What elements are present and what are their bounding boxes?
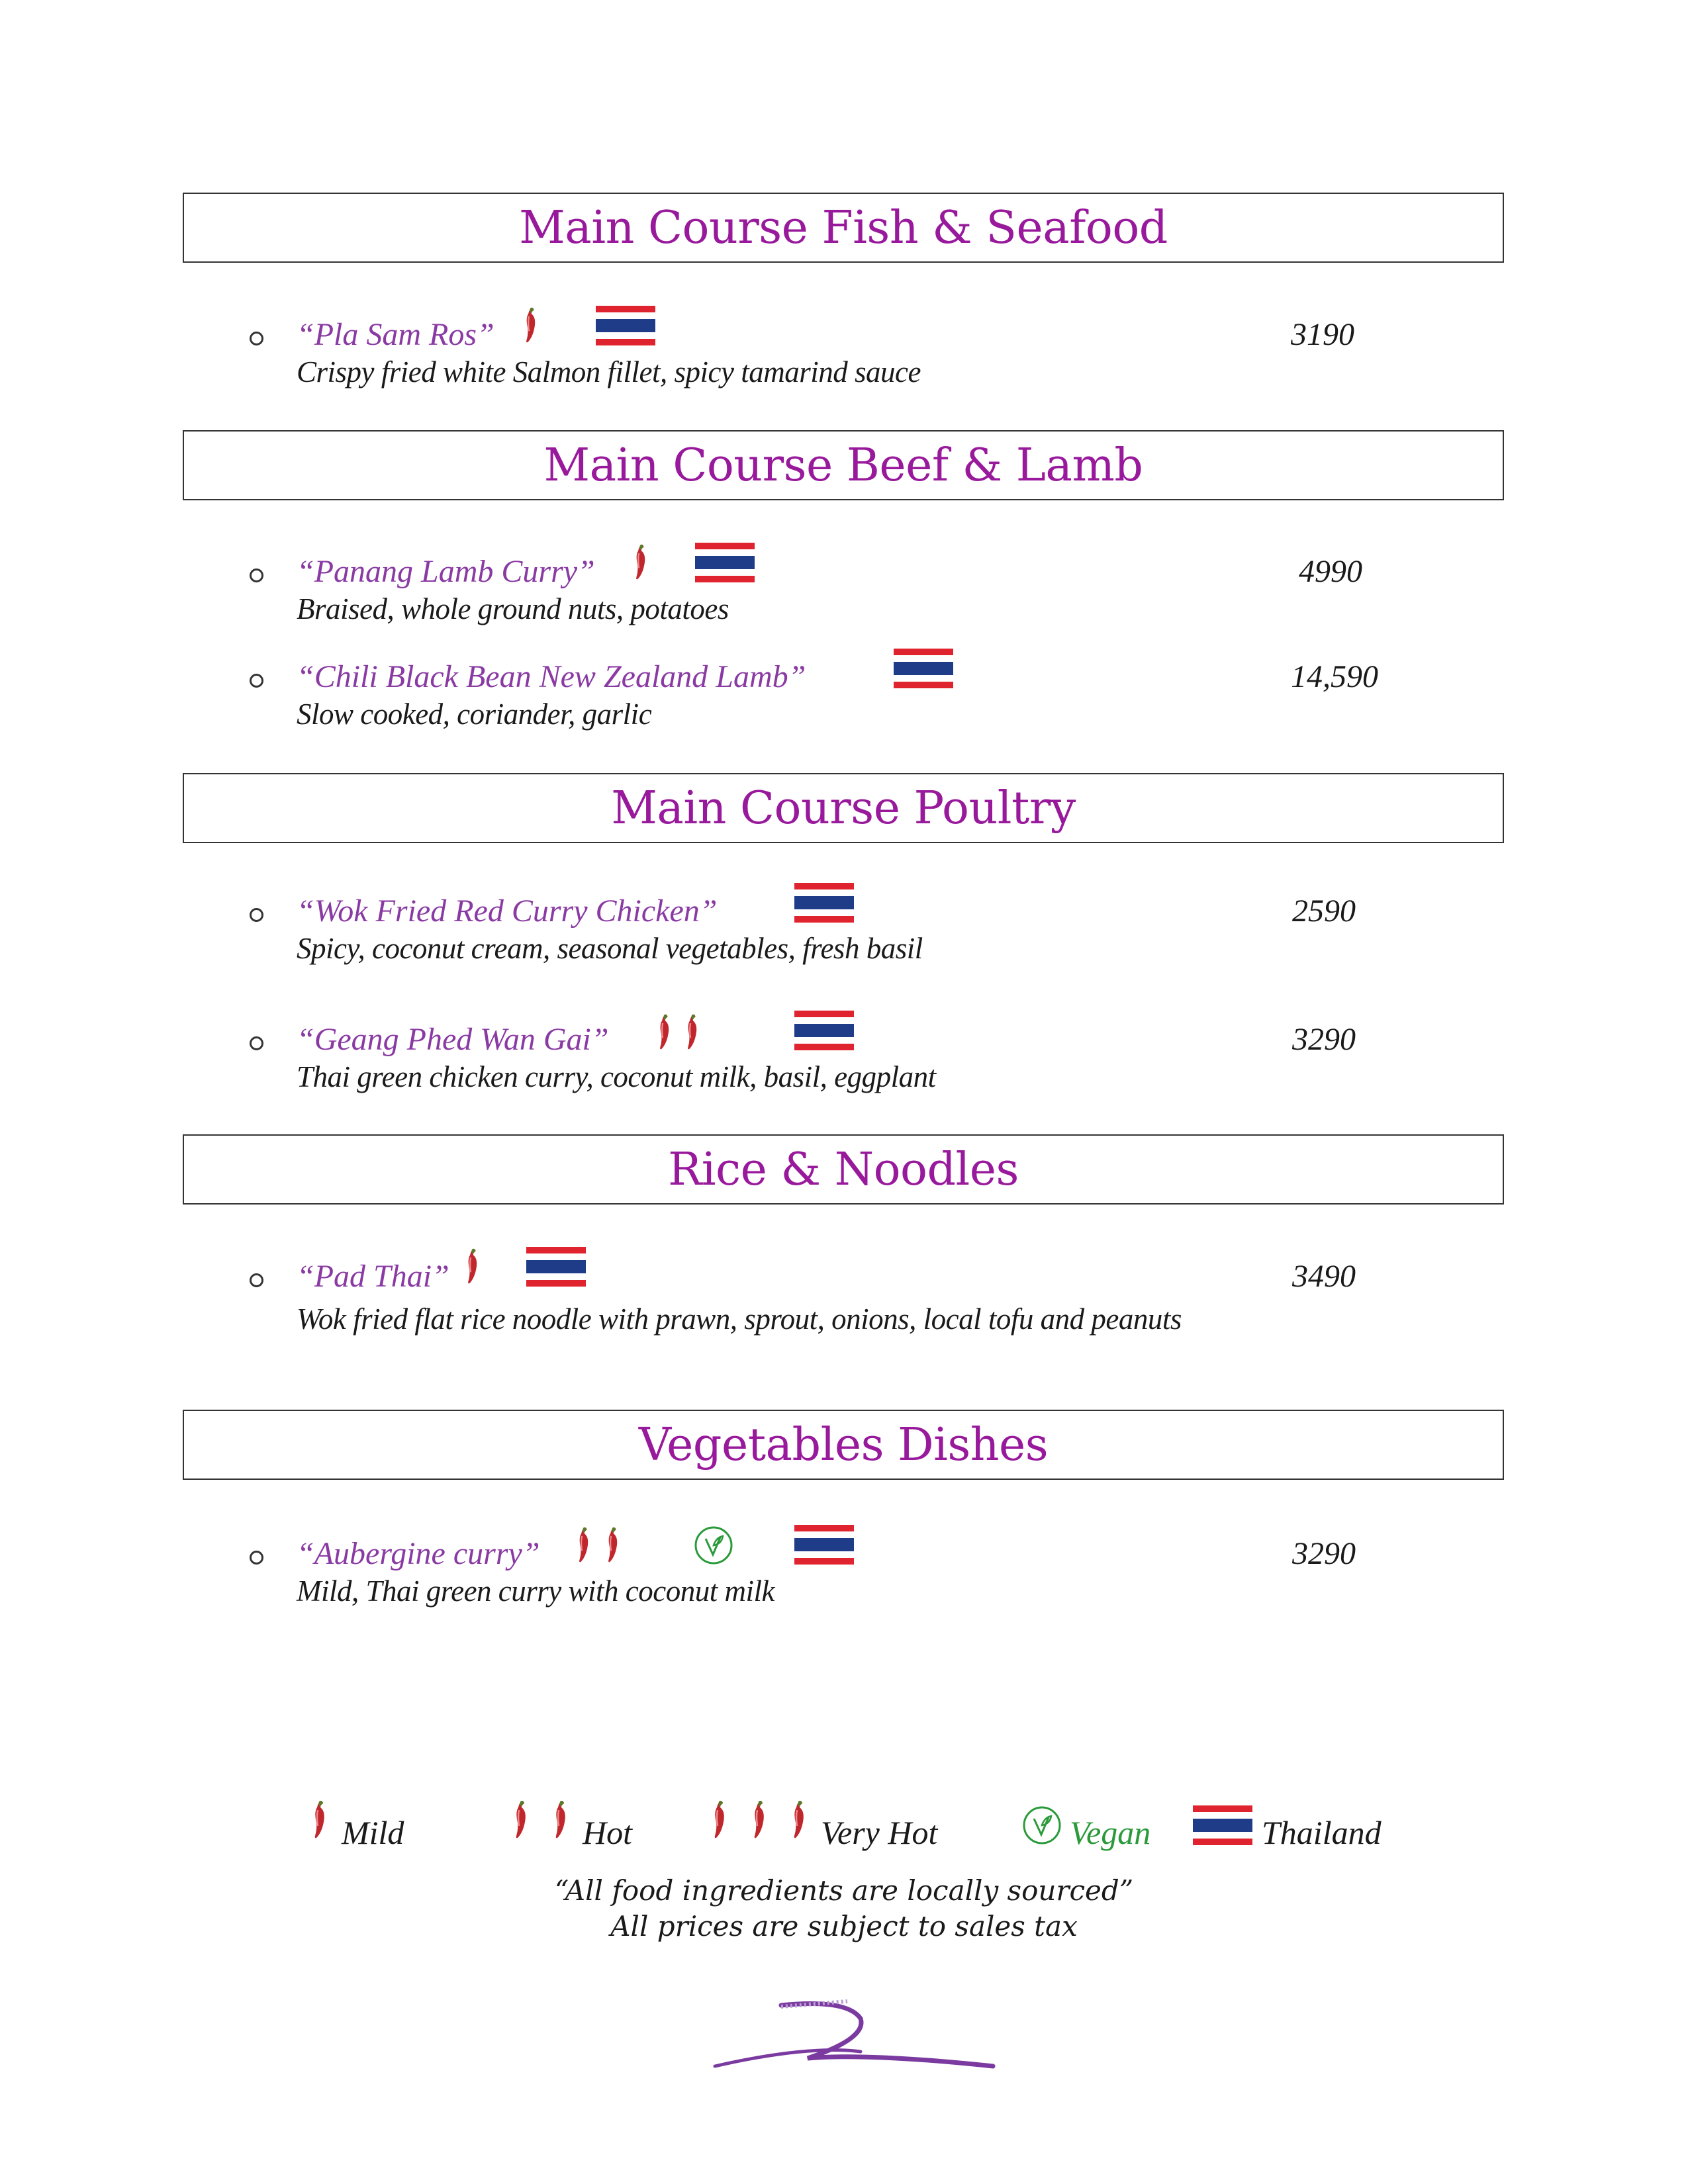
chili-pepper-icon xyxy=(630,543,649,581)
thai-flag-icon xyxy=(1193,1805,1252,1845)
section-header-fish-seafood xyxy=(183,193,1504,263)
dish-description: Braised, whole ground nuts, potatoes xyxy=(297,592,729,625)
dish-description: Crispy fried white Salmon fillet, spicy tamarind sauce xyxy=(297,355,921,388)
list-bullet xyxy=(250,908,263,922)
thai-flag-icon xyxy=(794,1525,854,1565)
dish-name: “Aubergine curry” xyxy=(297,1536,540,1571)
dish-description: Thai green chicken curry, coconut milk, basil, eggplant xyxy=(297,1060,936,1093)
note-tax: All prices are subject to sales tax xyxy=(610,1910,1078,1942)
dish-price: 3290 xyxy=(1292,1022,1356,1057)
thai-flag-icon xyxy=(794,883,854,923)
list-bullet xyxy=(250,1551,263,1565)
dish-description: Slow cooked, coriander, garlic xyxy=(297,698,652,731)
chili-pepper-icon xyxy=(510,1799,530,1840)
chili-pepper-icon xyxy=(682,1013,700,1051)
list-bullet xyxy=(250,1036,263,1050)
thai-flag-icon xyxy=(894,649,953,688)
thai-flag-icon xyxy=(526,1247,586,1287)
dish-description: Spicy, coconut cream, seasonal vegetables, fresh basil xyxy=(297,932,923,965)
dish-price: 3190 xyxy=(1291,317,1354,352)
dish-name: “Wok Fried Red Curry Chicken” xyxy=(297,893,718,929)
chili-pepper-icon xyxy=(708,1799,728,1840)
chili-pepper-icon xyxy=(788,1799,808,1840)
swoosh-logo xyxy=(708,1992,1000,2078)
section-title: Main Course Fish & Seafood xyxy=(519,201,1168,254)
section-title: Rice & Noodles xyxy=(668,1143,1019,1196)
dish-price: 2590 xyxy=(1292,893,1356,929)
legend-vegan: Vegan xyxy=(1070,1814,1151,1851)
section-header-beef-lamb xyxy=(183,430,1504,500)
dish-price: 14,590 xyxy=(1291,659,1378,694)
dish-name: “Panang Lamb Curry” xyxy=(297,554,595,589)
dish-description: Wok fried flat rice noodle with prawn, sprout, onions, local tofu and peanuts xyxy=(297,1302,1182,1336)
section-header-vegetables xyxy=(183,1410,1504,1480)
dish-name: “Chili Black Bean New Zealand Lamb” xyxy=(297,659,806,694)
list-bullet xyxy=(250,569,263,582)
chili-pepper-icon xyxy=(573,1525,592,1564)
legend-thailand: Thailand xyxy=(1262,1814,1382,1851)
list-bullet xyxy=(250,1273,263,1287)
list-bullet xyxy=(250,332,263,345)
dish-name: “Geang Phed Wan Gai” xyxy=(297,1022,609,1057)
dish-name: “Pla Sam Ros” xyxy=(297,317,494,352)
section-header-rice-noodles xyxy=(183,1134,1504,1205)
section-title: Main Course Poultry xyxy=(611,782,1076,835)
note-sourcing: “All food ingredients are locally sourced” xyxy=(554,1874,1134,1907)
list-bullet xyxy=(250,674,263,688)
chili-pepper-icon xyxy=(602,1525,621,1564)
section-title: Vegetables Dishes xyxy=(638,1418,1049,1471)
dish-price: 3490 xyxy=(1292,1259,1356,1294)
section-title: Main Course Beef & Lamb xyxy=(543,439,1143,492)
chili-pepper-icon xyxy=(462,1247,481,1285)
chili-pepper-icon xyxy=(549,1799,569,1840)
chili-pepper-icon xyxy=(654,1013,673,1051)
dish-price: 4990 xyxy=(1299,554,1362,589)
thai-flag-icon xyxy=(695,543,755,582)
dish-description: Mild, Thai green curry with coconut milk xyxy=(297,1574,774,1608)
thai-flag-icon xyxy=(794,1011,854,1050)
dish-name: “Pad Thai” xyxy=(297,1259,449,1294)
thai-flag-icon xyxy=(596,306,655,345)
legend-hot: Hot xyxy=(583,1814,632,1851)
section-header-poultry xyxy=(183,773,1504,843)
vegan-leaf-icon xyxy=(694,1525,733,1565)
chili-pepper-icon xyxy=(308,1799,328,1840)
legend-very-hot: Very Hot xyxy=(821,1814,938,1851)
dish-price: 3290 xyxy=(1292,1536,1356,1571)
chili-pepper-icon xyxy=(520,306,539,344)
legend-mild: Mild xyxy=(342,1814,404,1851)
vegan-leaf-icon xyxy=(1022,1805,1062,1845)
chili-pepper-icon xyxy=(748,1799,768,1840)
